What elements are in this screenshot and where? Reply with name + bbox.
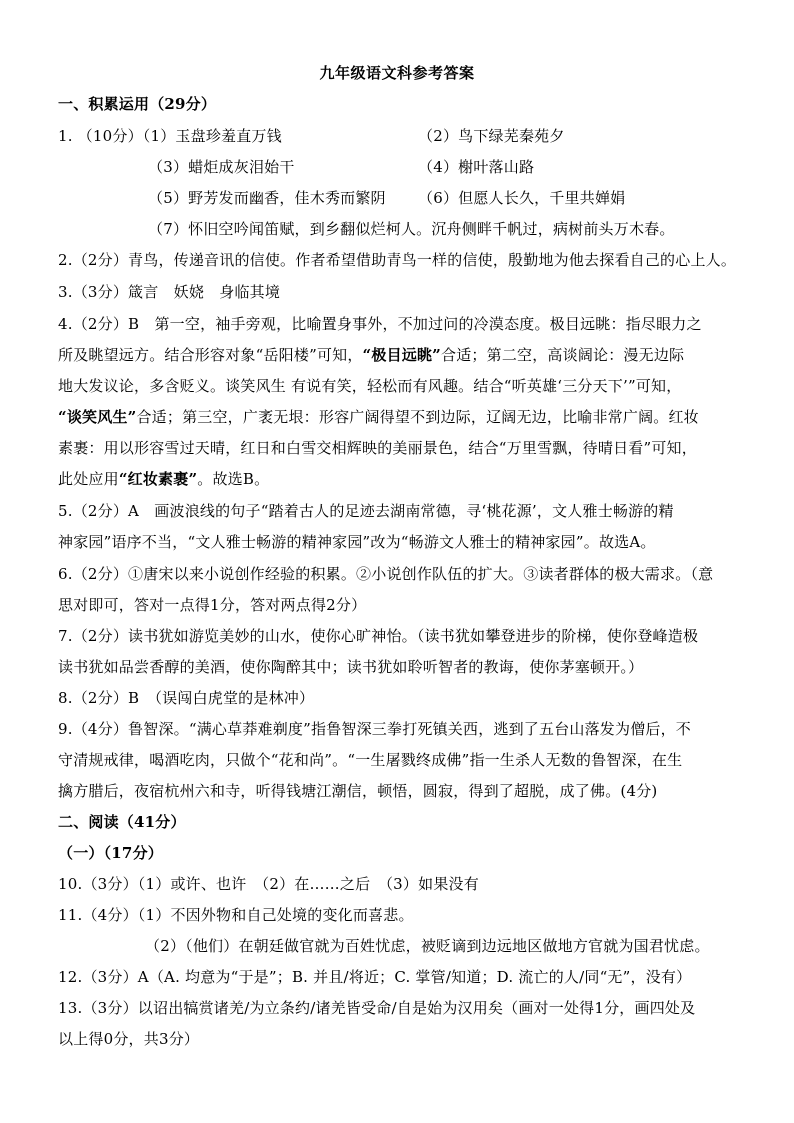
q1-item-2: （2）鸟下绿芜秦苑夕 — [418, 127, 565, 145]
q4-line-4-text: 合适；第三空，广袤无垠：形容广阔得望不到边际，辽阔无边，比喻非常广阔。红妆 — [136, 408, 699, 426]
q4-line-4 — [58, 407, 748, 427]
section-2-heading: 二、阅读（41分） — [58, 813, 186, 831]
q4-emphasis-1: “极目远眺” — [362, 346, 442, 364]
q9-line-2: 守清规戒律，喝酒吃肉，只做个“花和尚”。“一生屠戮终成佛”指一生杀人无数的鲁智深，在生 — [58, 751, 683, 769]
q8-answer: 8.（2分）B （误闯白虎堂的是林冲） — [58, 689, 315, 707]
q4-line-6-tail: 。故选B。 — [197, 470, 270, 488]
q9-line-1: 9.（4分）鲁智深。“满心草莽难剃度”指鲁智深三拳打死镇关西，逃到了五台山落发为僧后，不 — [58, 720, 691, 738]
q2-answer: 2.（2分）青鸟，传递音讯的信使。作者希望借助青鸟一样的信使，殷勤地为他去探看自己的心上人。 — [58, 251, 737, 269]
q12-answer: 12.（3分）A（A. 均意为“于是”；B. 并且/将近；C. 掌管/知道；D. 流亡的人/同“无”，没有） — [58, 968, 692, 986]
q4-line-6 — [58, 469, 748, 489]
q4-emphasis-2: “谈笑风生” — [58, 408, 137, 426]
q4-line-2-tail: 合适；第二空，高谈阔论：漫无边际 — [441, 346, 685, 364]
q11-line-1: 11.（4分）（1）不因外物和自己处境的变化而喜悲。 — [58, 906, 414, 924]
q7-line-2: 读书犹如品尝香醇的美酒，使你陶醉其中；读书犹如聆听智者的教诲，使你茅塞顿开。） — [58, 658, 644, 676]
q4-line-2 — [58, 345, 748, 365]
q5-line-2: 神家园”语序不当，“文人雅士畅游的精神家园”改为“畅游文人雅士的精神家园”。故选A。 — [58, 533, 656, 551]
q11-line-2: （2）（他们）在朝廷做官就为百姓忧虑，被贬谪到边远地区做地方官就为国君忧虑。 — [145, 937, 710, 955]
q4-line-2-text: 所及眺望远方。结合形容对象“岳阳楼”可知， — [58, 346, 363, 364]
q6-line-2: 思对即可，答对一点得1分，答对两点得2分） — [58, 596, 367, 614]
q7-line-1: 7.（2分）读书犹如游览美妙的山水，使你心旷神怡。（读书犹如攀登进步的阶梯，使你登峰造极 — [58, 627, 699, 645]
section-2-sub-heading: （一）（17分） — [58, 844, 163, 862]
page-title: 九年级语文科参考答案 — [319, 64, 475, 82]
q9-line-3: 擒方腊后，夜宿杭州六和寺，听得钱塘江潮信，顿悟，圆寂，得到了超脱，成了佛。(4分) — [58, 782, 658, 800]
section-1-heading: 一、积累运用（29分） — [58, 95, 217, 113]
q1-item-7: （7）怀旧空吟闻笛赋，到乡翻似烂柯人。沉舟侧畔千帆过，病树前头万木春。 — [148, 220, 675, 238]
q4-line-3: 地大发议论，多含贬义。谈笑风生 有说有笑，轻松而有风趣。结合“听英雄‘三分天下’”可知， — [58, 377, 682, 395]
q1-item-3: （3）蜡炬成灰泪始干 — [148, 158, 295, 176]
q4-line-1: 4.（2分）B 第一空，袖手旁观，比喻置身事外，不加过问的冷漠态度。极目远眺：指尽眼力之 — [58, 315, 702, 333]
q10-answer: 10.（3分）（1）或许、也许 （2）在……之后 （3）如果没有 — [58, 875, 479, 893]
q1-item-6: （6）但愿人长久，千里共婵娟 — [418, 189, 626, 207]
q1-item-5: （5）野芳发而幽香，佳木秀而繁阴 — [148, 189, 386, 207]
q1-prefix: 1. （10分） — [58, 127, 143, 145]
q13-line-2: 以上得0分，共3分） — [58, 1030, 200, 1048]
q4-line-6-text: 此处应用 — [58, 470, 119, 488]
q1-item-1: （1）玉盘珍羞直万钱 — [142, 127, 282, 145]
q5-line-1: 5.（2分）A 画波浪线的句子“踏着古人的足迹去湖南常德，寻‘桃花源’，文人雅士畅游的精 — [58, 502, 674, 520]
q1-item-4: （4）榭叶落山路 — [418, 158, 535, 176]
q4-line-5: 素裹：用以形容雪过天晴，红日和白雪交相辉映的美丽景色，结合“万里雪飘，待晴日看”可知， — [58, 439, 697, 457]
q6-line-1: 6.（2分）①唐宋以来小说创作经验的积累。②小说创作队伍的扩大。③读者群体的极大需求。（意 — [58, 565, 714, 583]
q3-answer: 3.（3分）箴言 妖娆 身临其境 — [58, 283, 281, 301]
q4-emphasis-3: “红妆素裹” — [118, 470, 198, 488]
q13-line-1: 13.（3分）以诏出犒赏诸羌/为立条约/诸羌皆受命/自是始为汉用矣（画对一处得1分，画四处及 — [58, 999, 696, 1017]
